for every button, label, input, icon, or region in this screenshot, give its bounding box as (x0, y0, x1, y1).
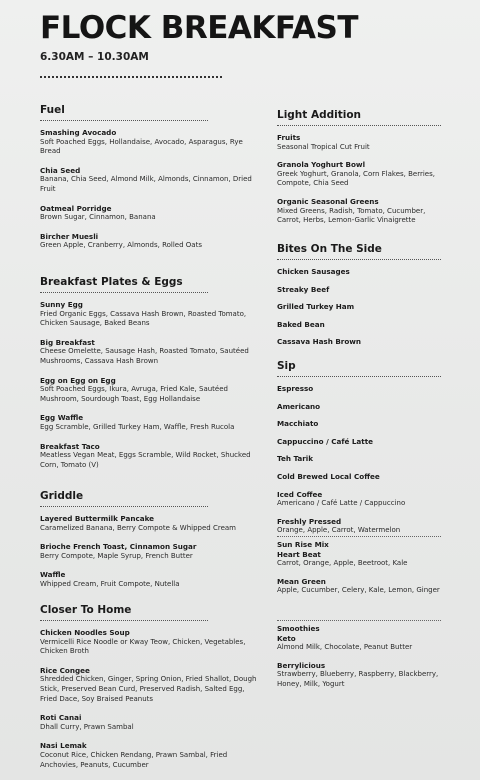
menu-item (40, 166, 258, 195)
menu-item-name: Chicken Sausages (277, 267, 350, 276)
menu-item (40, 204, 258, 223)
menu-item-name: Smashing Avocado (40, 128, 117, 137)
menu-item (40, 376, 258, 405)
menu-item-name: Cappuccino / Café Latte (277, 436, 374, 446)
menu-item (277, 454, 447, 464)
menu-item-name: Freshly Pressed (277, 516, 342, 526)
section-title: Light Addition (277, 109, 441, 126)
menu-item-name: Egg Waffle (40, 413, 84, 423)
menu-item (277, 320, 447, 330)
menu-item-description: Berry Compote, Maple Syrup, French Butter (40, 551, 193, 560)
menu-item-name: Heart Beat (277, 549, 321, 559)
menu-item-description: Seasonal Tropical Cut Fruit (277, 142, 370, 151)
section-fuel (40, 104, 258, 260)
service-hours: 6.30AM – 10.30AM (40, 51, 149, 63)
menu-item-description: Carrot, Orange, Apple, Beetroot, Kale (277, 559, 408, 568)
menu-item-name: Brioche French Toast, Cinnamon Sugar (40, 542, 197, 552)
menu-item-description: Vermicelli Rice Noodle or Kway Teow, Chicken, Vegetables, Chicken Broth (40, 637, 246, 656)
menu-item-name: Sunny Egg (40, 300, 83, 309)
sun-rise-divider (277, 536, 441, 537)
item-list (40, 128, 258, 251)
menu-item-name: Grilled Turkey Ham (277, 302, 355, 312)
menu-item (40, 442, 258, 471)
menu-item (277, 384, 447, 394)
menu-item-name: Berrylicious (277, 660, 326, 670)
section-breakfast-plates (40, 276, 258, 479)
item-list (277, 634, 447, 690)
menu-item-description: Cheese Omelette, Sausage Hash, Roasted Tomato, Sautéed Mushrooms, Cassava Hash Brown (40, 347, 249, 365)
menu-item (40, 300, 258, 329)
menu-item-name: Granola Yoghurt Bowl (277, 160, 366, 170)
menu-item-description: Apple, Cucumber, Celery, Kale, Lemon, Ginger (277, 586, 440, 595)
menu-item-description: Almond Milk, Chocolate, Peanut Butter (277, 643, 413, 652)
menu-item-description: Mixed Greens, Radish, Tomato, Cucumber, Carrot, Herbs, Lemon-Garlic Vinaigrette (277, 206, 426, 225)
item-list (277, 384, 447, 536)
item-list (277, 550, 447, 596)
menu-item (277, 402, 447, 412)
menu-item-name: Oatmeal Porridge (40, 203, 112, 213)
menu-item-name: Waffle (40, 570, 66, 580)
menu-item-description: Green Apple, Cranberry, Almonds, Rolled Oats (40, 241, 202, 250)
menu-item-name: Egg on Egg on Egg (40, 375, 116, 385)
section-title: Sip (277, 360, 441, 377)
menu-item (40, 232, 258, 251)
menu-item (40, 514, 258, 533)
menu-item (40, 570, 258, 589)
menu-item (40, 628, 258, 657)
menu-item (277, 133, 447, 152)
menu-title: FLOCK BREAKFAST (40, 10, 359, 46)
menu-item-name: Americano (277, 401, 321, 411)
menu-item (40, 542, 258, 561)
menu-item-name: Bircher Muesli (40, 231, 99, 241)
section-sun-rise-mix (277, 540, 447, 604)
menu-item-description: Coconut Rice, Chicken Rendang, Prawn Sambal, Fried Anchovies, Peanuts, Cucumber (40, 750, 228, 769)
menu-item (40, 741, 258, 770)
menu-item (277, 160, 447, 189)
menu-item (277, 661, 447, 690)
menu-item (277, 267, 447, 277)
item-list (40, 514, 258, 590)
menu-item-description: Strawberry, Blueberry, Raspberry, Blackberry, Honey, Milk, Yogurt (277, 670, 439, 688)
menu-item (277, 419, 447, 429)
menu-item-name: Rice Congee (40, 665, 90, 675)
section-smoothies (277, 624, 447, 698)
menu-item (277, 550, 447, 569)
menu-item-description: Whipped Cream, Fruit Compote, Nutella (40, 579, 180, 588)
menu-item (277, 472, 447, 482)
section-light-addition (277, 109, 447, 234)
menu-item-name: Nasi Lemak (40, 741, 87, 751)
menu-item-name: Big Breakfast (40, 337, 95, 347)
menu-item (40, 128, 258, 157)
menu-item-name: Iced Coffee (277, 489, 323, 499)
menu-item (277, 337, 447, 347)
menu-item-name: Roti Canai (40, 713, 82, 723)
menu-item-description: Brown Sugar, Cinnamon, Banana (40, 213, 156, 222)
menu-item-name: Fruits (277, 133, 301, 142)
menu-item (277, 490, 447, 509)
menu-item (40, 413, 258, 432)
menu-item (277, 634, 447, 653)
menu-item-name: Baked Bean (277, 319, 325, 329)
section-griddle (40, 490, 258, 599)
menu-item (277, 517, 447, 536)
menu-item-description: Soft Poached Eggs, Ikura, Avruga, Fried Kale, Sautéed Mushroom, Sourdough Toast, Egg Hollandaise (40, 385, 228, 403)
menu-item (277, 285, 447, 295)
menu-item (277, 437, 447, 447)
section-bites-on-the-side (277, 243, 447, 355)
menu-item-description: Greek Yoghurt, Granola, Corn Flakes, Berries, Compote, Chia Seed (277, 169, 435, 188)
menu-item-name: Cold Brewed Local Coffee (277, 471, 380, 481)
subsection-title: Sun Rise Mix (277, 540, 329, 549)
section-title: Bites On The Side (277, 243, 441, 260)
menu-item-name: Streaky Beef (277, 284, 330, 294)
section-title: Closer To Home (40, 604, 208, 621)
menu-item-description: Meatless Vegan Meat, Eggs Scramble, Wild Rocket, Shucked Corn, Tomato (V) (40, 451, 251, 469)
menu-item-description: Fried Organic Eggs, Cassava Hash Brown, Roasted Tomato, Chicken Sausage, Baked Beans (40, 309, 247, 328)
menu-item-name: Mean Green (277, 576, 326, 586)
menu-item (40, 666, 258, 704)
menu-item-name: Layered Buttermilk Pancake (40, 514, 155, 523)
menu-item-name: Keto (277, 633, 296, 643)
section-title: Griddle (40, 490, 208, 507)
smoothies-divider (277, 620, 441, 621)
title-divider (40, 76, 222, 78)
menu-item (277, 577, 447, 596)
menu-item-name: Breakfast Taco (40, 441, 100, 451)
menu-item (40, 713, 258, 732)
menu-item-description: Banana, Chia Seed, Almond Milk, Almonds, Cinnamon, Dried Fruit (40, 175, 252, 193)
menu-item (277, 197, 447, 226)
item-list (40, 300, 258, 470)
menu-item-name: Espresso (277, 384, 314, 393)
menu-item-description: Orange, Apple, Carrot, Watermelon (277, 526, 401, 535)
menu-item-name: Macchiato (277, 419, 319, 429)
menu-item (277, 302, 447, 312)
subsection-title: Smoothies (277, 624, 320, 633)
section-title: Fuel (40, 104, 208, 121)
menu-item-name: Chia Seed (40, 165, 81, 175)
menu-item-description: Americano / Café Latte / Cappuccino (277, 499, 406, 508)
section-closer-to-home (40, 604, 258, 779)
menu-item (40, 338, 258, 367)
menu-item-description: Shredded Chicken, Ginger, Spring Onion, Fried Shallot, Dough Stick, Preserved Bean Curd, Preserved Radish, Salted Egg, Fried Dace, Soy Braised Peanuts (40, 675, 257, 703)
menu-item-description: Caramelized Banana, Berry Compote & Whipped Cream (40, 523, 236, 532)
item-list (40, 628, 258, 770)
menu-item-name: Cassava Hash Brown (277, 337, 362, 347)
menu-item-name: Organic Seasonal Greens (277, 196, 379, 206)
menu-item-description: Dhall Curry, Prawn Sambal (40, 722, 134, 731)
menu-item-description: Egg Scramble, Grilled Turkey Ham, Waffle, Fresh Rucola (40, 422, 235, 431)
section-sip (277, 360, 447, 544)
section-title: Breakfast Plates & Eggs (40, 276, 208, 293)
menu-item-name: Chicken Noodles Soup (40, 628, 130, 637)
menu-item-description: Soft Poached Eggs, Hollandaise, Avocado, Asparagus, Rye Bread (40, 137, 243, 156)
item-list (277, 267, 447, 347)
menu-item-name: Teh Tarik (277, 454, 314, 464)
item-list (277, 133, 447, 226)
